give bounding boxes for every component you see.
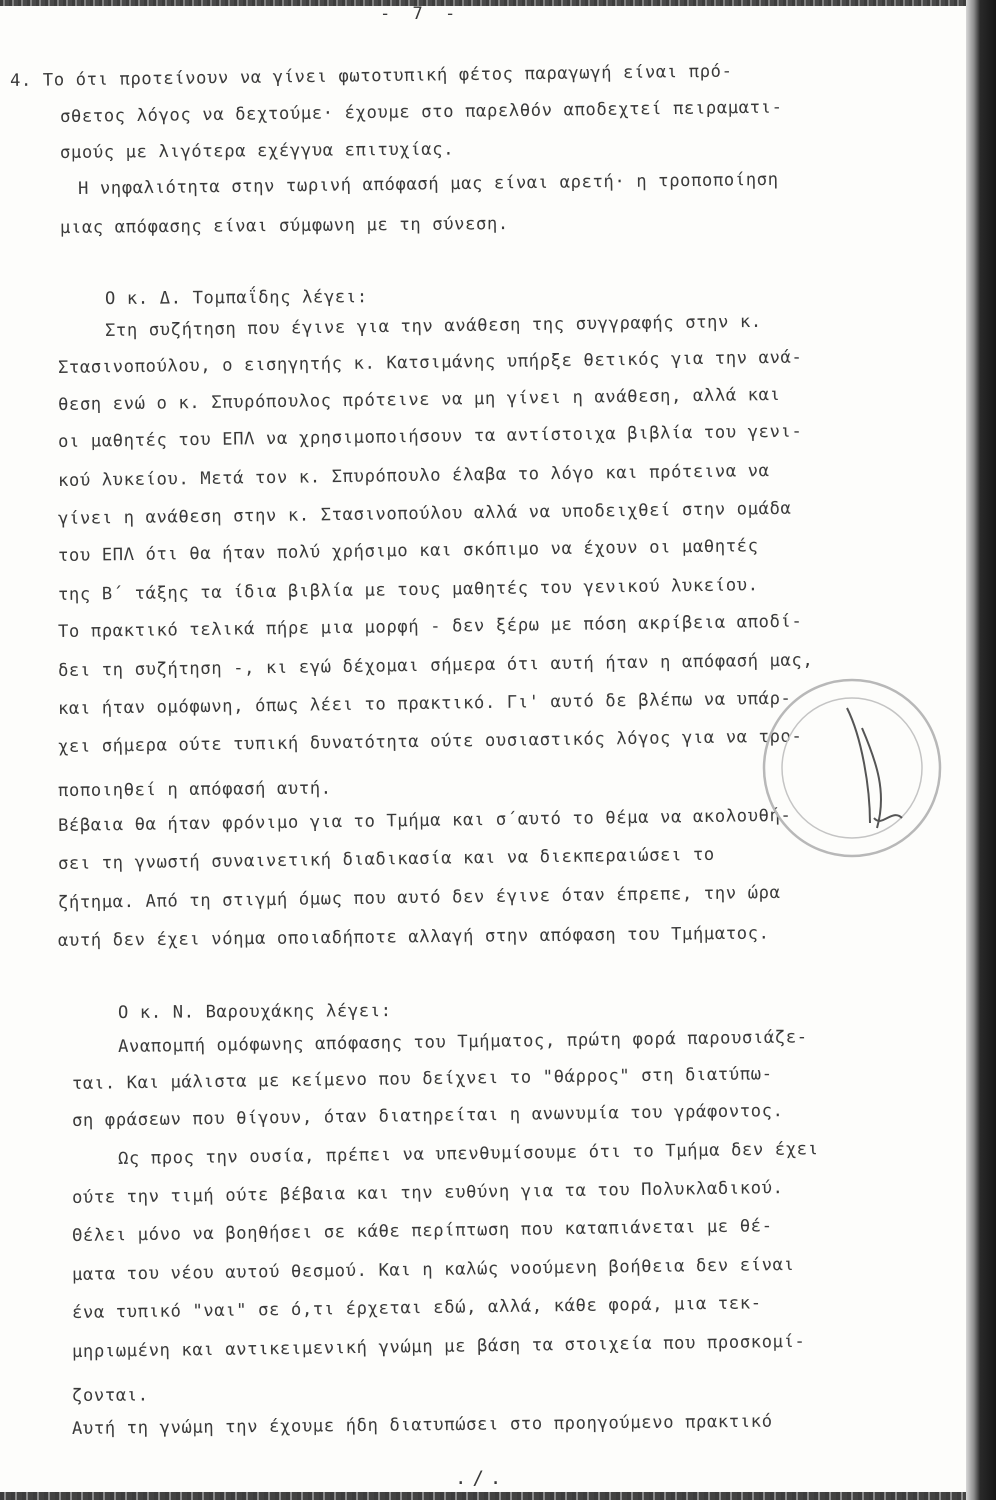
text-line: κού λυκείου. Μετά τον κ. Σπυρόπουλο έλαβα το λόγο και πρότεινα να: [57, 461, 770, 491]
text-line: του ΕΠΛ ότι θα ήταν πολύ χρήσιμο και σκόπιμο να έχουν οι μαθητές: [57, 536, 759, 566]
text-line: θεση ενώ ο κ. Σπυρόπουλος πρότεινε να μη γίνει η ανάθεση, αλλά και: [57, 384, 781, 415]
text-line: σμούς με λιγότερα εχέγγυα επιτυχίας.: [59, 139, 455, 163]
continuation-mark: ./.: [455, 1467, 508, 1489]
text-line: ούτε την τιμή ούτε βέβαια και την ευθύνη για τα του Πολυκλαδικού.: [71, 1178, 784, 1208]
text-line: χει σήμερα ούτε τυπική δυνατότητα ούτε ουσιαστικός λόγος για να τρο-: [57, 726, 803, 757]
text-line: αυτή δεν έχει νόημα οποιαδήποτε αλλαγή στην απόφαση του Τμήματος.: [57, 923, 770, 951]
text-line: ποποιηθεί η απόφασή αυτή.: [57, 778, 332, 801]
text-line: σει τη γνωστή συναινετική διαδικασία και να διεκπεραιώσει το: [57, 844, 715, 874]
text-line: ση φράσεων που θίγουν, όταν διατηρείται η ανωνυμία του γράφοντος.: [71, 1101, 784, 1131]
text-line: Η νηφαλιότητα στην τωρινή απόφασή μας είναι αρετή· η τροποποίηση: [77, 169, 779, 199]
text-line: της Β΄ τάξης τα ίδια βιβλία με τους μαθητές του γενικού λυκείου.: [57, 575, 759, 605]
text-line: Στασινοπούλου, ο εισηγητής κ. Κατσιμάνης υπήρξε θετικός για την ανά-: [57, 347, 803, 378]
text-line: ζονται.: [71, 1385, 149, 1406]
text-line: ματα του νέου αυτού θεσμού. Και η καλώς νοούμενη βοήθεια δεν είναι: [71, 1254, 795, 1285]
text-line: δει τη συζήτηση -, κι εγώ δέχομαι σήμερα ότι αυτή ήταν η απόφασή μας,: [57, 650, 814, 681]
text-line: Αναπομπή ομόφωνης απόφασης του Τμήματος, πρώτη φορά παρουσιάζε-: [117, 1027, 808, 1057]
text-line: μιας απόφασης είναι σύμφωνη με τη σύνεση.: [59, 214, 509, 238]
speaker-heading: Ο κ. Δ. Τομπαΐδης λέγει:: [104, 287, 368, 309]
text-line: Θέλει μόνο να βοηθήσει σε κάθε περίπτωση που καταπιάνεται με θέ-: [71, 1216, 773, 1246]
text-line: Αυτή τη γνώμη την έχουμε ήδη διατυπώσει στο προηγούμενο πρακτικό: [71, 1411, 773, 1439]
text-line: οι μαθητές του ΕΠΛ να χρησιμοποιήσουν τα αντίστοιχα βιβλία του γενι-: [57, 421, 803, 452]
text-line: Το πρακτικό τελικά πήρε μια μορφή - δεν ξέρω με πόση ακρίβεια αποδί-: [57, 611, 803, 642]
text-line: Βέβαια θα ήταν φρόνιμο για το Τμήμα και σ΄αυτό το θέμα να ακολουθή-: [57, 805, 792, 836]
text-line: 4. Το ότι προτείνουν να γίνει φωτοτυπική φέτος παραγωγή είναι πρό-: [9, 61, 733, 91]
text-line: ένα τυπικό "ναι" σε ό,τι έρχεται εδώ, αλλά, κάθε φορά, μια τεκ-: [71, 1293, 762, 1323]
text-line: μηριωμένη και αντικειμενική γνώμη με βάση τα στοιχεία που προσκομί-: [71, 1331, 806, 1362]
text-line: και ήταν ομόφωνη, όπως λέει το πρακτικό. Γι' αυτό δε βλέπω να υπάρ-: [57, 688, 792, 719]
text-line: γίνει η ανάθεση στην κ. Στασινοπούλου αλλά να υποδειχθεί στην ομάδα: [57, 498, 792, 529]
scan-edge-right: [966, 0, 996, 1500]
text-line: Στη συζήτηση που έγινε για την ανάθεση της συγγραφής στην κ.: [104, 311, 762, 341]
scan-edge-bottom: [0, 1492, 966, 1500]
scan-edge-top: [0, 0, 966, 6]
text-line: ται. Και μάλιστα με κείμενο που δείχνει το "θάρρος" στη διατύπω-: [71, 1064, 773, 1094]
page-number: - 7 -: [380, 4, 462, 24]
text-line: σθετος λόγος να δεχτούμε· έχουμε στο παρελθόν αποδεχτεί πειραματι-: [59, 97, 783, 127]
text-line: ζήτημα. Από τη στιγμή όμως που αυτό δεν έγινε όταν έπρεπε, την ώρα: [57, 882, 781, 913]
text-line: Ως προς την ουσία, πρέπει να υπενθυμίσουμε ότι το Τμήμα δεν έχει: [117, 1139, 819, 1169]
speaker-heading: Ο κ. Ν. Βαρουχάκης λέγει:: [117, 1001, 392, 1023]
